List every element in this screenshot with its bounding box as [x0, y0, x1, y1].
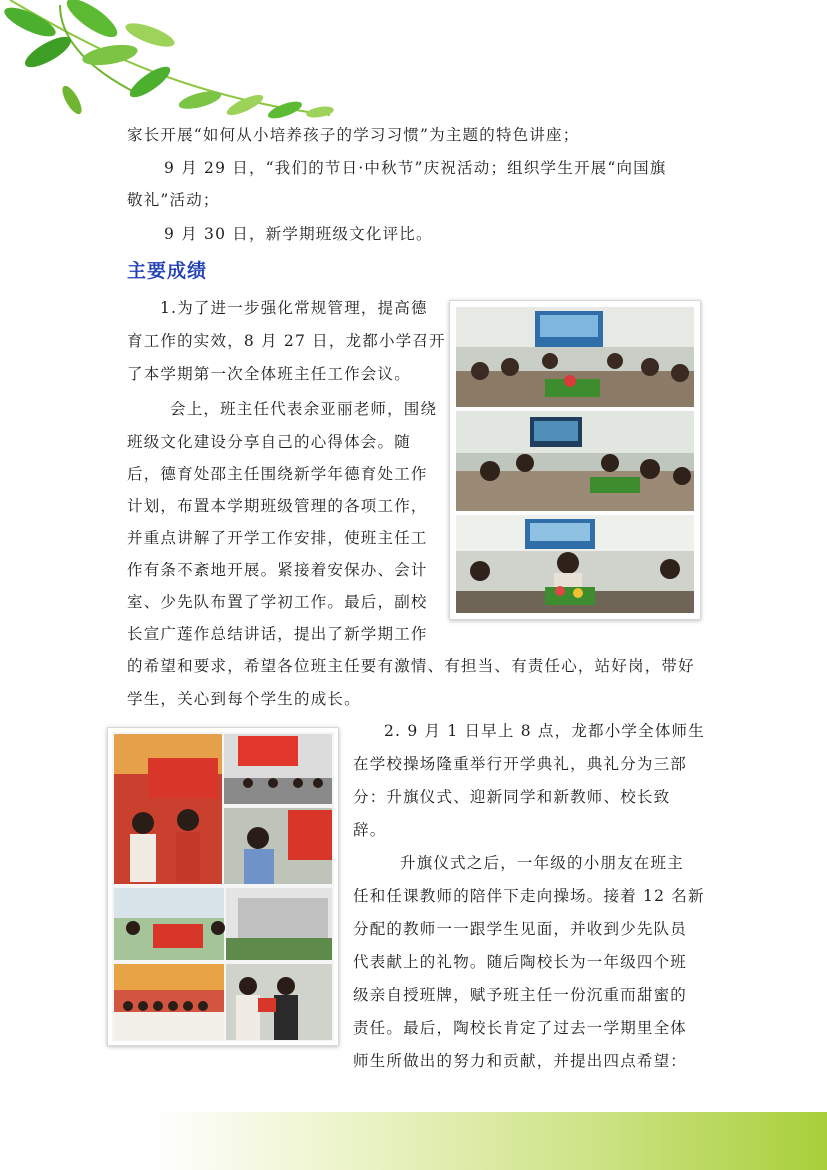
a1-line-6: 后，德育处邵主任围绕新学年德育处工作: [127, 465, 428, 483]
section-heading: 主要成绩: [127, 260, 208, 282]
a2-line-11: 师生所做出的努力和贡献，并提出四点希望：: [353, 1052, 688, 1070]
a1-line-7: 计划，布置本学期班级管理的各项工作，: [127, 497, 428, 515]
leaf-decoration-icon: [0, 0, 340, 130]
a1-line-2: 育工作的实效，8 月 27 日，龙都小学召开: [127, 332, 446, 350]
a2-line-10: 责任。最后，陶校长肯定了过去一学期里全体: [353, 1019, 688, 1037]
ceremony-photo-collage: [107, 727, 339, 1046]
a2-line-6: 任和任课教师的陪伴下走向操场。接着 12 名新: [353, 887, 705, 905]
a1-line-4: 会上，班主任代表余亚丽老师，围绕: [170, 400, 438, 418]
ceremony-photo-image: [108, 728, 338, 1045]
intro-line-4: 9 月 30 日，新学期班级文化评比。: [164, 225, 433, 243]
intro-line-3: 敬礼”活动；: [127, 191, 220, 209]
a2-line-4: 辞。: [353, 821, 387, 839]
a2-line-8: 代表献上的礼物。随后陶校长为一年级四个班: [353, 953, 688, 971]
a2-line-7: 分配的教师一一跟学生见面，并收到少先队员: [353, 920, 688, 938]
a1-line-1: 1.为了进一步强化常规管理，提高德: [160, 299, 428, 317]
a1-line-5: 班级文化建设分享自己的心得体会。随: [127, 433, 411, 451]
a2-line-5: 升旗仪式之后，一年级的小朋友在班主: [400, 854, 684, 872]
a2-line-1: 2. 9 月 1 日早上 8 点，龙都小学全体师生: [384, 722, 705, 740]
a1-line-8: 并重点讲解了开学工作安排，使班主任工: [127, 529, 428, 547]
intro-line-2: 9 月 29 日，“我们的节日·中秋节”庆祝活动；组织学生开展“向国旗: [164, 159, 667, 177]
a1-line-9: 作有条不紊地开展。紧接着安保办、会计: [127, 561, 428, 579]
footer-gradient-bar: [0, 1112, 827, 1170]
a1-line-12: 的希望和要求，希望各位班主任要有激情、有担当、有责任心，站好岗，带好: [127, 657, 695, 675]
a1-line-10: 室、少先队布置了学初工作。最后，副校: [127, 593, 428, 611]
meeting-photo-collage: [449, 300, 701, 620]
a1-line-3: 了本学期第一次全体班主任工作会议。: [127, 365, 411, 383]
a1-line-13: 学生，关心到每个学生的成长。: [127, 690, 361, 708]
a1-line-11: 长宣广莲作总结讲话，提出了新学期工作: [127, 625, 428, 643]
a2-line-9: 级亲自授班牌，赋予班主任一份沉重而甜蜜的: [353, 986, 688, 1004]
a2-line-2: 在学校操场隆重举行开学典礼，典礼分为三部: [353, 755, 688, 773]
meeting-photo-image: [450, 301, 700, 619]
a2-line-3: 分：升旗仪式、迎新同学和新教师、校长致: [353, 788, 671, 806]
intro-line-1: 家长开展“如何从小培养孩子的学习习惯”为主题的特色讲座；: [127, 126, 580, 144]
